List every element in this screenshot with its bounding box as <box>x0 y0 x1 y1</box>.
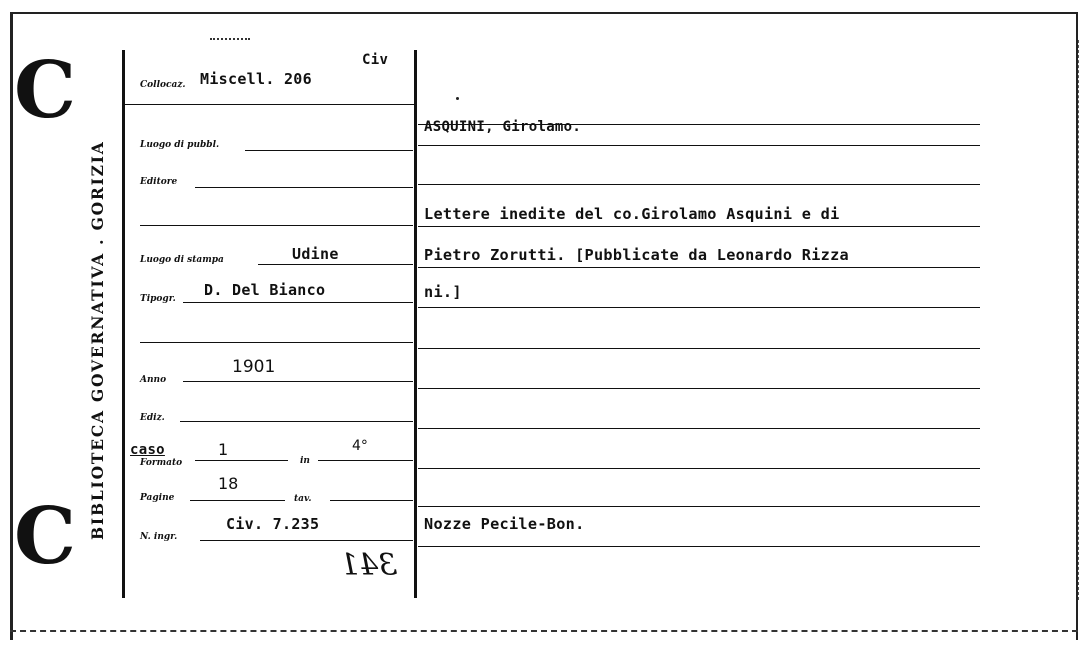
rule-tav <box>330 500 413 501</box>
rule-luogo-pubbl <box>245 150 413 151</box>
rule-blank-1 <box>140 225 413 226</box>
label-anno: Anno <box>140 375 167 385</box>
rule-formato-in <box>318 460 413 461</box>
top-dash-mark <box>210 38 250 40</box>
rule-anno <box>183 381 413 382</box>
label-collocazione: Collocaz. <box>140 80 186 90</box>
label-tipogr: Tipogr. <box>140 294 176 304</box>
title-line-3: ni.] <box>424 283 462 301</box>
dot-mark <box>456 97 459 100</box>
luogo-stampa-value: Udine <box>292 245 339 263</box>
label-formato: Formato <box>140 458 183 468</box>
label-ediz: Ediz. <box>140 413 165 423</box>
label-editore: Editore <box>140 177 178 187</box>
author-heading: ASQUINI, Girolamo. <box>424 119 582 135</box>
middle-spine <box>414 50 417 598</box>
rule-r9 <box>418 428 980 429</box>
institution-stamp: BIBLIOTECA GOVERNATIVA . GORIZIA <box>88 140 107 540</box>
rule-r7 <box>418 348 980 349</box>
rule-n-ingr <box>200 540 413 541</box>
rule-r2 <box>418 145 980 146</box>
left-spine <box>122 50 125 598</box>
pagine-value: 18 <box>218 474 239 493</box>
card-bottom-edge <box>10 630 1078 632</box>
label-tav: tav. <box>294 494 312 504</box>
rule-r4 <box>418 226 980 227</box>
anno-value: 1901 <box>232 357 276 377</box>
top-c-mark: C <box>14 45 77 136</box>
label-luogo-pubbl: Luogo di pubbl. <box>140 140 220 150</box>
rule-r3 <box>418 184 980 185</box>
note-line: Nozze Pecile-Bon. <box>424 515 585 533</box>
rule-r5 <box>418 267 980 268</box>
bottom-c-mark: C <box>14 491 77 582</box>
rule-editore <box>195 187 413 188</box>
tipografo-value: D. Del Bianco <box>204 281 326 299</box>
rule-blank-2 <box>140 342 413 343</box>
rule-ediz <box>180 421 413 422</box>
label-luogo-stampa: Luogo di stampa <box>140 255 224 265</box>
label-in: in <box>300 456 310 466</box>
collocazione-prefix: Civ <box>362 52 389 68</box>
rule-collocazione <box>125 104 415 105</box>
handwritten-number: 341 <box>340 548 398 583</box>
rule-pagine <box>190 500 285 501</box>
rule-formato <box>195 460 288 461</box>
formato-stamp: caso <box>130 442 165 458</box>
n-ingr-value: Civ. 7.235 <box>226 515 320 533</box>
rule-r8 <box>418 388 980 389</box>
label-n-ingr: N. ingr. <box>140 532 178 542</box>
rule-tipogr <box>183 302 413 303</box>
formato-num-value: 1 <box>218 440 229 459</box>
formato-in-value: 4° <box>352 438 368 454</box>
label-pagine: Pagine <box>140 493 175 503</box>
rule-r10 <box>418 468 980 469</box>
rule-r6 <box>418 307 980 308</box>
title-line-2: Pietro Zorutti. [Pubblicate da Leonardo Rizza <box>424 246 849 264</box>
collocazione-value: Miscell. 206 <box>200 70 312 88</box>
rule-r11 <box>418 506 980 507</box>
right-edge-mark <box>1078 40 1079 600</box>
rule-r1 <box>418 124 980 125</box>
rule-luogo-stampa <box>258 264 413 265</box>
rule-r12 <box>418 546 980 547</box>
title-line-1: Lettere inedite del co.Girolamo Asquini e di <box>424 205 840 223</box>
